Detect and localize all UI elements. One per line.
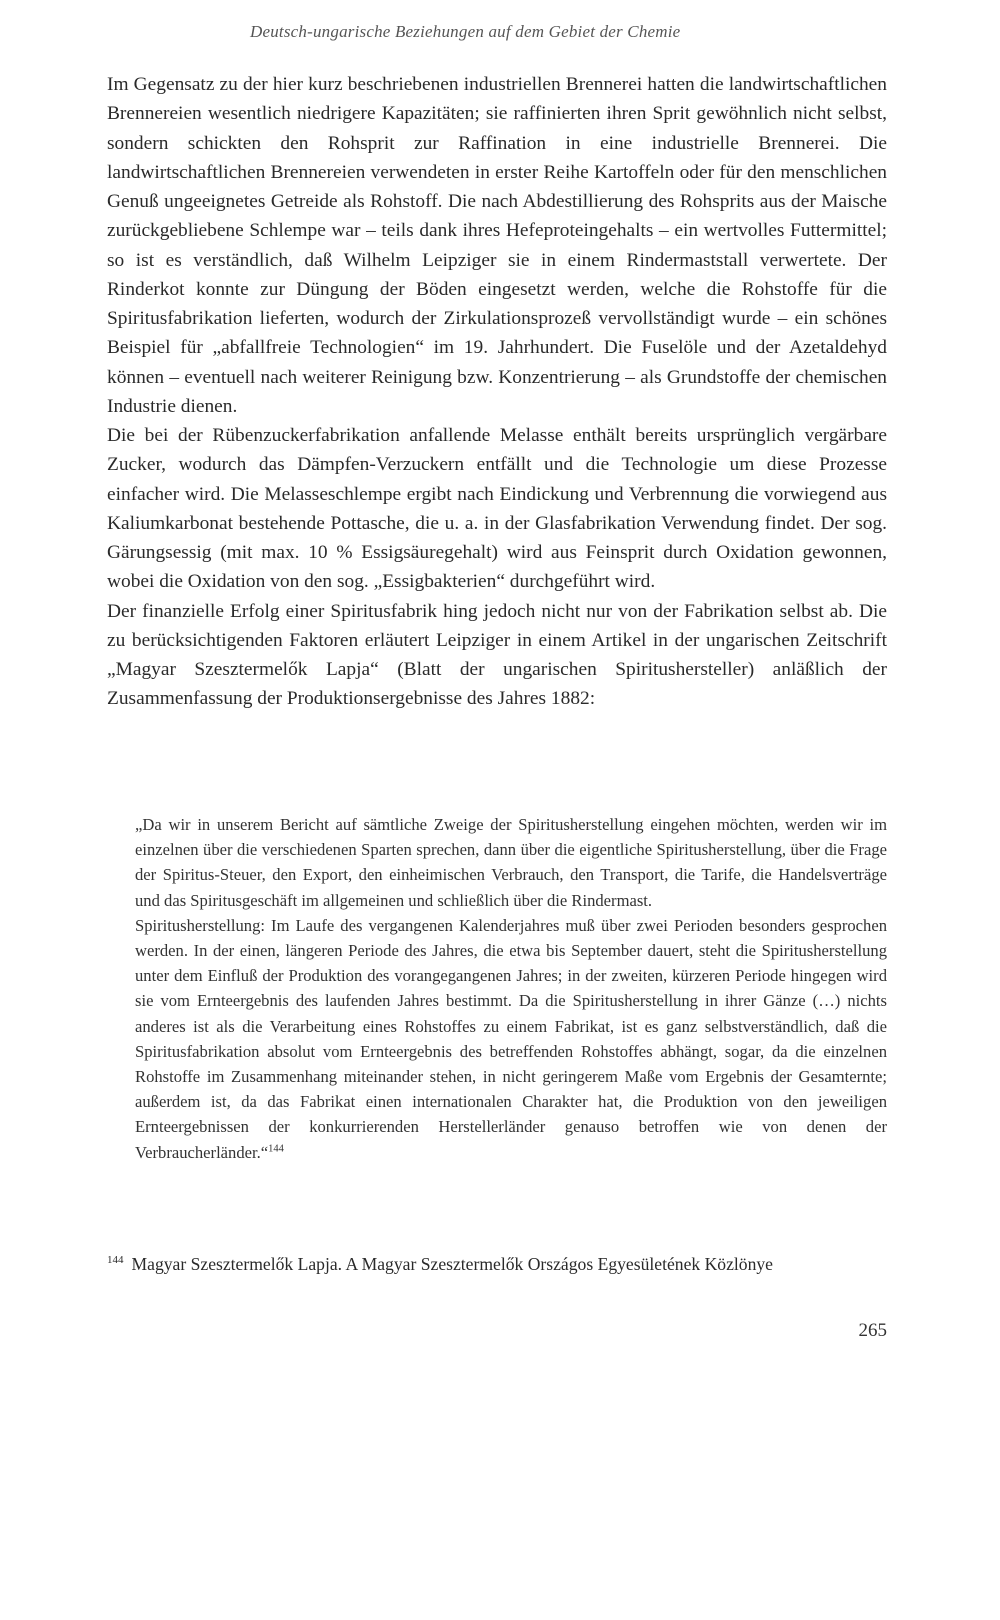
footnote-number: 144 <box>107 1254 124 1267</box>
quote-paragraph-text: Spiritusherstellung: Im Laufe des vergangenen Kalenderjahres muß über zwei Perioden besonders gesprochen werden. In der einen, längeren Periode des Jahres, die etwa bis September dauert, steht die Spiritusherstellung unter dem Einfluß der Produktion des vorangegangenen Jahres; in der zweiten, kürzeren Periode hingegen wird sie vom Ernteergebnis des laufenden Jahres bestimmt. Da die Spiritusherstellung in ihrer Gänze (…) nichts anderes ist als die Verarbeitung eines Rohstoffes zu einem Fabrikat, ist es ganz selbstverständlich, daß die Spiritusfabrikation absolut vom Ernteergebnis des betreffenden Rohstoffes abhängt, sogar, da die einzelnen Rohstoffe im Zusammenhang miteinander stehen, in nicht geringerem Maße vom Ergebnis der Gesamternte; außerdem ist, da das Fabrikat einen internationalen Charakter hat, die Produktion von den jeweiligen Ernteergebnissen der konkurrierenden Herstellerländer genauso betroffen wie von denen der Verbraucherländer.“ <box>135 915 887 1162</box>
quote-paragraph: „Da wir in unserem Bericht auf sämtliche Zweige der Spiritusherstellung eingehen möchten, werden wir im einzelnen über die verschiedenen Sparten sprechen, dann über die eigentliche Spiritusherstellung, über die Frage der Spiritus-Steuer, den Export, den einheimischen Verbrauch, den Transport, die Tarife, die Handelsverträge und das Spiritusgeschäft im allgemeinen und schließlich über die Rindermast. <box>135 815 887 910</box>
footnote <box>107 1252 887 1276</box>
block-quote <box>135 812 887 1165</box>
running-title: Deutsch-ungarische Beziehungen auf dem Gebiet der Chemie <box>250 22 681 41</box>
page-number: 265 <box>858 1320 887 1341</box>
footnote-reference[interactable]: 144 <box>268 1143 284 1155</box>
paragraph: Im Gegensatz zu der hier kurz beschriebenen industriellen Brennerei hatten die landwirtschaftlichen Brennereien wesentlich niedrigere Kapazitäten; sie raffinierten ihren Sprit gewöhnlich nicht selbst, sondern schickten den Rohsprit zur Raffination in eine industrielle Brennerei. Die landwirtschaftlichen Brennereien verwendeten in erster Reihe Kartoffeln oder für den menschlichen Genuß ungeeignetes Getreide als Rohstoff. Die nach Abdestillierung des Rohsprits aus der Maische zurückgebliebene Schlempe war – teils dank ihres Hefeproteingehalts – ein wertvolles Futtermittel; so ist es verständlich, daß Wilhelm Leipziger sie in einem Rindermaststall verwertete. Der Rinderkot konnte zur Düngung der Böden eingesetzt werden, welche die Rohstoffe für die Spiritusfabrikation lieferten, wodurch der Zirkulationsprozeß vervollständigt wurde – ein schönes Beispiel für „abfallfreie Technologien“ im 19. Jahrhundert. Die Fuselöle und der Azetaldehyd können – eventuell nach weiterer Reinigung bzw. Konzentrierung – als Grundstoffe der chemischen Industrie dienen. <box>107 74 887 417</box>
quote-paragraph-last <box>135 913 887 1165</box>
main-text <box>107 70 887 714</box>
footnote-text: Magyar Szesztermelők Lapja. A Magyar Szesztermelők Országos Egyesületének Közlönye <box>131 1254 773 1274</box>
paragraph: Der finanzielle Erfolg einer Spiritusfabrik hing jedoch nicht nur von der Fabrikation selbst ab. Die zu berücksichtigenden Faktoren erläutert Leipziger in einem Artikel in der ungarischen Zeitschrift „Magyar Szesztermelők Lapja“ (Blatt der ungarischen Spiritushersteller) anläßlich der Zusammenfassung der Produktionsergebnisse des Jahres 1882: <box>107 600 887 710</box>
paragraph: Die bei der Rübenzuckerfabrikation anfallende Melasse enthält bereits ursprünglich vergärbare Zucker, wodurch das Dämpfen-Verzuckern entfällt und die Technologie um diese Prozesse einfacher wird. Die Melasseschlempe ergibt nach Eindickung und Verbrennung die vorwiegend aus Kaliumkarbonat bestehende Pottasche, die u. a. in der Glasfabrikation Verwendung findet. Der sog. Gärungsessig (mit max. 10 % Essigsäuregehalt) wird aus Feinsprit durch Oxidation gewonnen, wobei die Oxidation von den sog. „Essigbakterien“ durchgeführt wird. <box>107 425 887 593</box>
